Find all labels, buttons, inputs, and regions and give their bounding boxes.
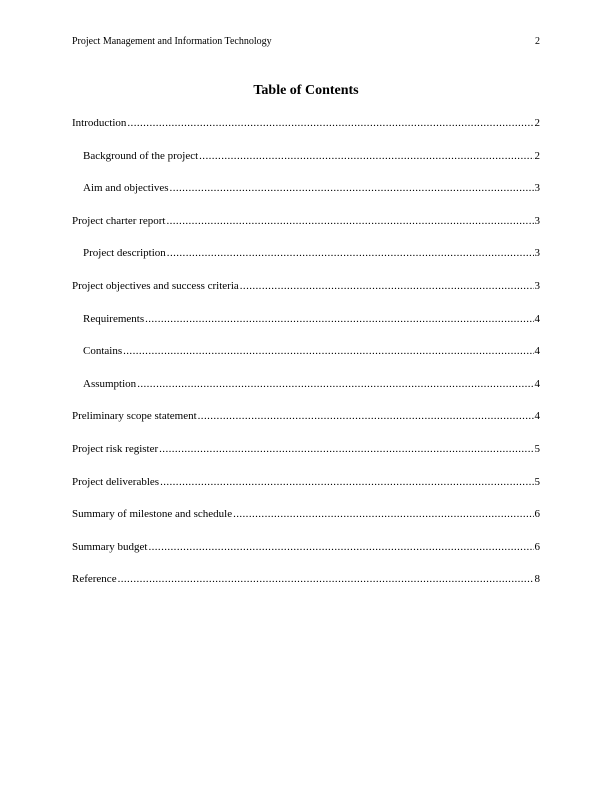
toc-dot-leader bbox=[170, 179, 534, 197]
toc-dot-leader bbox=[166, 212, 533, 230]
toc-entry-page: 4 bbox=[534, 377, 540, 390]
toc-entry-project-deliverables[interactable] bbox=[72, 473, 540, 506]
toc-entry-label: Contains bbox=[83, 345, 123, 358]
toc-entry-summary-budget[interactable] bbox=[72, 538, 540, 571]
toc-entry-project-charter-report[interactable] bbox=[72, 212, 540, 245]
toc-entry-page: 2 bbox=[534, 117, 540, 129]
toc-entry-page: 6 bbox=[534, 508, 540, 521]
toc-entry-project-description[interactable] bbox=[72, 244, 540, 277]
toc-entry-label: Aim and objectives bbox=[83, 182, 169, 195]
toc-entry-label: Requirements bbox=[83, 312, 145, 325]
toc-entry-page: 4 bbox=[534, 410, 540, 423]
toc-entry-assumption[interactable] bbox=[72, 375, 540, 408]
toc-entry-page: 3 bbox=[534, 279, 540, 292]
toc-entry-label: Project objectives and success criteria bbox=[72, 279, 239, 292]
toc-entry-page: 6 bbox=[534, 540, 540, 553]
toc-entry-page: 2 bbox=[534, 149, 540, 162]
toc-dot-leader bbox=[160, 473, 533, 491]
toc-entry-label: Assumption bbox=[83, 377, 137, 390]
toc-dot-leader bbox=[198, 407, 534, 425]
toc-entry-page: 3 bbox=[534, 247, 540, 260]
page-number: 2 bbox=[535, 36, 540, 47]
toc-entry-contains[interactable] bbox=[72, 342, 540, 375]
toc-dot-leader bbox=[167, 244, 534, 262]
toc-entry-label: Background of the project bbox=[83, 149, 199, 162]
toc-entry-label: Preliminary scope statement bbox=[72, 410, 197, 423]
toc-entry-reference[interactable] bbox=[72, 570, 540, 603]
toc-entry-preliminary-scope-statement[interactable] bbox=[72, 407, 540, 440]
toc-dot-leader bbox=[145, 310, 533, 328]
toc-dot-leader bbox=[127, 114, 533, 132]
toc-dot-leader bbox=[159, 440, 533, 458]
toc-entry-page: 4 bbox=[534, 312, 540, 325]
toc-dot-leader bbox=[118, 570, 534, 588]
toc-entry-label: Introduction bbox=[72, 117, 127, 129]
toc-entry-label: Project charter report bbox=[72, 214, 166, 227]
toc-dot-leader bbox=[137, 375, 533, 393]
toc-dot-leader bbox=[240, 277, 534, 295]
toc-title: Table of Contents bbox=[253, 83, 359, 98]
toc-dot-leader bbox=[148, 538, 533, 556]
toc-entry-page: 3 bbox=[534, 214, 540, 227]
toc-dot-leader bbox=[123, 342, 533, 360]
toc-entry-label: Project risk register bbox=[72, 442, 159, 455]
toc-entry-page: 8 bbox=[534, 573, 540, 586]
page-header bbox=[72, 36, 540, 47]
toc-entry-label: Summary budget bbox=[72, 540, 148, 553]
toc-entry-label: Reference bbox=[72, 573, 117, 586]
toc-entry-label: Summary of milestone and schedule bbox=[72, 508, 233, 521]
toc-entry-aim-and-objectives[interactable] bbox=[72, 179, 540, 212]
toc-dot-leader bbox=[233, 505, 533, 523]
toc-entry-project-objectives-and-success-criteria[interactable] bbox=[72, 277, 540, 310]
toc-entry-label: Project deliverables bbox=[72, 475, 160, 488]
toc-dot-leader bbox=[199, 147, 533, 165]
toc-entry-background-of-the-project[interactable] bbox=[72, 147, 540, 180]
toc-entry-summary-of-milestone-and-schedule[interactable] bbox=[72, 505, 540, 538]
toc-entry-project-risk-register[interactable] bbox=[72, 440, 540, 473]
table-of-contents bbox=[72, 114, 540, 603]
toc-entry-page: 5 bbox=[534, 442, 540, 455]
running-title: Project Management and Information Technology bbox=[72, 36, 272, 47]
toc-entry-page: 3 bbox=[534, 182, 540, 195]
toc-entry-page: 5 bbox=[534, 475, 540, 488]
toc-entry-requirements[interactable] bbox=[72, 310, 540, 343]
toc-entry-introduction[interactable] bbox=[72, 114, 540, 147]
toc-entry-page: 4 bbox=[534, 345, 540, 358]
toc-entry-label: Project description bbox=[83, 247, 166, 260]
